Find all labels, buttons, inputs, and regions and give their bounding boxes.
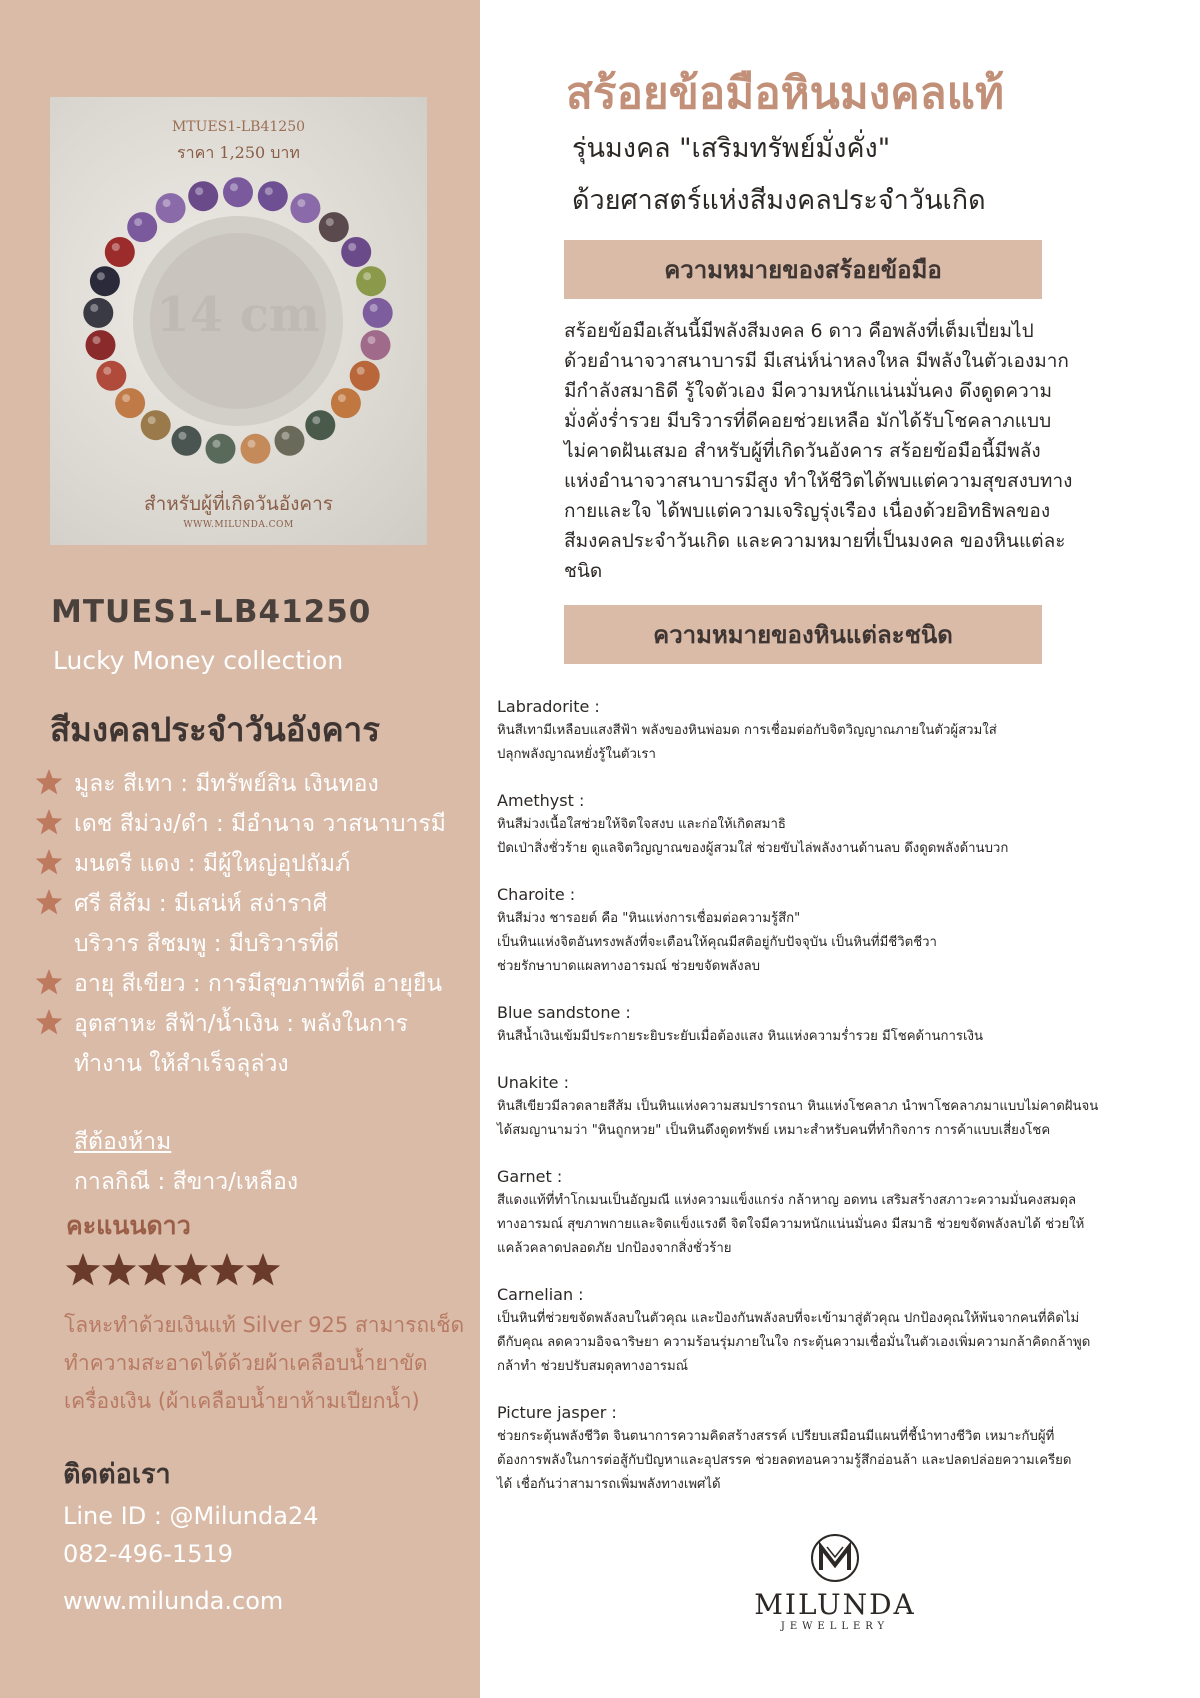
bead (275, 426, 305, 456)
bead (156, 193, 186, 223)
meaning-heading: ความหมายของสร้อยข้อมือ (564, 240, 1042, 299)
stones-list (497, 695, 1157, 1519)
stone-description-line: หินสีม่วงเนื้อใสช่วยให้จิตใจสงบ และก่อให้เกิดสมาธิ (497, 817, 786, 832)
meaning-paragraph (564, 316, 1073, 586)
bead (86, 330, 116, 360)
star-icon (34, 768, 64, 796)
product-photo (50, 97, 427, 545)
stone-entry (497, 695, 1157, 767)
page-subtitle-2: ด้วยศาสตร์แห่งสีมงคลประจำวันเกิด (572, 185, 986, 216)
lucky-color-text: บริวาร สีชมพู : มีบริวารที่ดี (74, 931, 340, 957)
bead (127, 212, 157, 242)
stone-description-line: ได้ เชื่อกันว่าสามารถเพิ่มพลังทางเพศได้ (497, 1477, 721, 1492)
stones-heading: ความหมายของหินแต่ละชนิด (564, 605, 1042, 664)
stone-description-line: เป็นหินแห่งจิตอันทรงพลังที่จะเตือนให้คุณมีสติอยู่กับปัจจุบัน เป็นหินที่มีชีวิตชีวา (497, 935, 937, 950)
brand-sub: JEWELLERY (780, 1621, 890, 1632)
stone-description-line: ได้สมญานามว่า "หินถูกหวย" เป็นหินดึงดูดทรัพย์ เหมาะสำหรับคนที่ทำกิจการ การค้าแบบเสี่ยงโชค (497, 1123, 1051, 1138)
lucky-color-item (34, 762, 474, 802)
bead (115, 388, 145, 418)
photo-caption: สำหรับผู้ที่เกิดวันอังคาร (144, 493, 333, 515)
stone-description-line: ต้องการพลังในการต่อสู้กับปัญหาและอุปสรรค ช่วยลดทอนความรู้สึกอ่อนล้า และปลดปล่อยความเครียด (497, 1453, 1072, 1468)
m-monogram-icon (807, 1532, 863, 1584)
stone-name: Unakite : (497, 1073, 569, 1092)
score-star-icon (246, 1253, 280, 1286)
stone-name: Garnet : (497, 1167, 563, 1186)
bead (96, 361, 126, 391)
lucky-color-item (34, 802, 474, 842)
meaning-line: กายและใจ ได้พบแต่ความเจริญรุ่งเรือง เนื่องด้วยอิทธิพลของ (564, 500, 1051, 522)
star-icon (34, 968, 64, 996)
page-subtitle-1: รุ่นมงคล "เสริมทรัพย์มั่งคั่ง" (572, 133, 891, 164)
bead (105, 237, 135, 267)
stone-name: Picture jasper : (497, 1403, 617, 1422)
meaning-line: สร้อยข้อมือเส้นนี้มีพลังสีมงคล 6 ดาว คือพลังที่เต็มเปี่ยมไป (564, 320, 1034, 342)
photo-website: WWW.MILUNDA.COM (183, 520, 294, 530)
stone-description (497, 1307, 1157, 1379)
bead (172, 426, 202, 456)
score-stars (65, 1250, 285, 1290)
stone-description (497, 1189, 1157, 1261)
bead (290, 193, 320, 223)
svg-text:14 cm: 14 cm (156, 287, 320, 343)
product-collection: Lucky Money collection (53, 646, 344, 675)
bead (350, 361, 380, 391)
lucky-color-item (34, 922, 474, 962)
lucky-color-text: อุตสาหะ สีฟ้า/น้ำเงิน : พลังในการ (74, 1011, 408, 1037)
stone-description (497, 719, 1157, 767)
stone-description-line: ปัดเป่าสิ่งชั่วร้าย ดูแลจิตวิญญาณของผู้สวมใส่ ช่วยขับไล่พลังงานด้านลบ ดึงดูดพลังด้านบวก (497, 841, 1009, 856)
stone-entry (497, 883, 1157, 979)
stone-description-line: สีแดงแท้ที่ทำโกเมนเป็นอัญมณี แห่งความแข็งแกร่ง กล้าหาญ อดทน เสริมสร้างสภาวะความมั่นคงสมดุล (497, 1193, 1077, 1208)
bead (141, 410, 171, 440)
stone-entry (497, 1071, 1157, 1143)
score-star-icon (102, 1253, 136, 1286)
contact-title: ติดต่อเรา (63, 1459, 171, 1490)
stone-description (497, 907, 1157, 979)
stone-description-line: หินสีน้ำเงินเข้มมีประกายระยิบระยับเมื่อต้องแสง หินแห่งความร่ำรวย มีโชคด้านการเงิน (497, 1029, 983, 1044)
bead (305, 410, 335, 440)
lucky-color-item (34, 1042, 474, 1082)
stone-name: Charoite : (497, 885, 576, 904)
lucky-color-text: มูละ สีเทา : มีทรัพย์สิน เงินทอง (74, 771, 379, 797)
bead (258, 181, 288, 211)
lucky-colors-list (34, 762, 474, 1082)
lucky-color-item (34, 882, 474, 922)
lucky-color-text: อายุ สีเขียว : การมีสุขภาพที่ดี อายุยืน (74, 971, 443, 997)
stone-description (497, 1095, 1157, 1143)
forbidden-item: กาลกิณี : สีขาว/เหลือง (74, 1169, 299, 1195)
stone-description-line: ปลุกพลังญาณหยั่งรู้ในตัวเรา (497, 747, 656, 762)
score-star-icon (174, 1253, 208, 1286)
lucky-color-text: ทำงาน ให้สำเร็จลุล่วง (74, 1051, 289, 1077)
bead (341, 237, 371, 267)
bead (83, 298, 113, 328)
meaning-line: ไม่คาดฝันเสมอ สำหรับผู้ที่เกิดวันอังคาร สร้อยข้อมือนี้มีพลัง (564, 440, 1041, 462)
stone-description-line: หินสีเทามีเหลือบแสงสีฟ้า พลังของหินพ่อมด การเชื่อมต่อกับจิตวิญญาณภายในตัวผู้สวมใส่ (497, 723, 997, 738)
star-icon (34, 808, 64, 836)
meaning-line: ชนิด (564, 560, 603, 582)
stone-name: Amethyst : (497, 791, 585, 810)
brand-logo (750, 1532, 920, 1632)
bead (206, 434, 236, 464)
bead (363, 298, 393, 328)
photo-price: ราคา 1,250 บาท (177, 143, 300, 162)
day-heading: สีมงคลประจำวันอังคาร (50, 710, 380, 749)
score-star-icon (138, 1253, 172, 1286)
forbidden-title: สีต้องห้าม (74, 1129, 172, 1155)
stone-description (497, 1425, 1157, 1497)
stone-name: Labradorite : (497, 697, 600, 716)
photo-code: MTUES1-LB41250 (171, 119, 306, 135)
star-icon (34, 1008, 64, 1036)
bead (331, 388, 361, 418)
stone-description-line: ดีกับคุณ ลดความอิจฉาริษยา ความร้อนรุ่มภายในใจ กระตุ้นความเชื่อมั่นในตัวเองเพิ่มความกล้าคิดกล้าพูด (497, 1335, 1091, 1350)
stone-description-line: เป็นหินที่ช่วยขจัดพลังลบในตัวคุณ และป้องกันพลังลบที่จะเข้ามาสู่ตัวคุณ ปกป้องคุณให้พ้นจากคนที่คิดไม่ (497, 1311, 1080, 1326)
stone-description (497, 1025, 1157, 1049)
meaning-line: แห่งอำนาจวาสนาบารมีสูง ทำให้ชีวิตได้พบแต่ความสุขสงบทาง (564, 470, 1073, 492)
lucky-color-text: เดช สีม่วง/ดำ : มีอำนาจ วาสนาบารมี (74, 811, 446, 837)
meaning-line: มีกำลังสมาธิดี รู้ใจตัวเอง มีความหนักแน่นมั่นคง ดึงดูดความ (564, 380, 1052, 402)
meaning-line: ด้วยอำนาจวาสนาบารมี มีเสน่ห์น่าหลงใหล มีพลังในตัวเองมาก (564, 350, 1069, 372)
stone-entry (497, 789, 1157, 861)
stone-description-line: แคล้วคลาดปลอดภัย ปกป้องจากสิ่งชั่วร้าย (497, 1241, 732, 1256)
stone-description (497, 813, 1157, 861)
lucky-color-item (34, 842, 474, 882)
star-icon (34, 848, 64, 876)
brand-name: MILUNDA (754, 1588, 916, 1621)
contact-web: www.milunda.com (63, 1587, 284, 1615)
stone-name: Carnelian : (497, 1285, 584, 1304)
score-star-icon (210, 1253, 244, 1286)
stone-entry (497, 1001, 1157, 1049)
stone-description-line: หินสีเขียวมีลวดลายสีส้ม เป็นหินแห่งความสมปรารถนา หินแห่งโชคลาภ นำพาโชคลาภมาแบบไม่คาดฝันจน (497, 1099, 1099, 1114)
stone-description-line: กล้าทำ ช่วยปรับสมดุลทางอารมณ์ (497, 1359, 688, 1374)
stone-entry (497, 1283, 1157, 1379)
stone-name: Blue sandstone : (497, 1003, 631, 1022)
stone-entry (497, 1401, 1157, 1497)
stone-entry (497, 1165, 1157, 1261)
bead (188, 181, 218, 211)
lucky-color-text: ศรี สีส้ม : มีเสน่ห์ สง่าราศี (74, 891, 328, 917)
contact-line: Line ID : @Milunda24 (63, 1502, 319, 1530)
material-note: โลหะทำด้วยเงินแท้ Silver 925 สามารถเช็ดทำความสะอาดได้ด้วยผ้าเคลือบน้ำยาขัดเครื่องเงิน (ผ้าเคลือบน้ำยาห้ามเปียกน้ำ) (64, 1313, 465, 1413)
product-sku: MTUES1-LB41250 (51, 594, 372, 630)
bead (223, 177, 253, 207)
lucky-color-text: มนตรี แดง : มีผู้ใหญ่อุปถัมภ์ (74, 851, 351, 877)
stone-description-line: ทางอารมณ์ สุขภาพกายและจิตแข็งแรงดี จิตใจมีความหนักแน่นมั่นคง มีสมาธิ ช่วยขจัดพลังลบได้ ช่วยให้ (497, 1217, 1085, 1232)
stone-description-line: ช่วยกระตุ้นพลังชีวิต จินตนาการความคิดสร้างสรรค์ เปรียบเสมือนมีแผนที่ชี้นำทางชีวิต เหมาะกับผู้ที่ (497, 1429, 1055, 1444)
bead (356, 266, 386, 296)
bead (241, 434, 271, 464)
bead (319, 212, 349, 242)
bead (361, 330, 391, 360)
stone-description-line: ช่วยรักษาบาดแผลทางอารมณ์ ช่วยขจัดพลังลบ (497, 959, 761, 974)
stone-description-line: หินสีม่วง ชารอยต์ คือ "หินแห่งการเชื่อมต่อความรู้สึก" (497, 911, 801, 926)
star-icon (34, 888, 64, 916)
lucky-color-item (34, 962, 474, 1002)
bead (90, 266, 120, 296)
score-star-icon (66, 1253, 100, 1286)
score-title: คะแนนดาว (66, 1211, 191, 1240)
left-panel (0, 0, 480, 1698)
page-title: สร้อยข้อมือหินมงคลแท้ (566, 68, 1004, 119)
contact-phone: 082-496-1519 (63, 1540, 234, 1568)
meaning-line: มั่งคั่งร่ำรวย มีบริวารที่ดีคอยช่วยเหลือ มักได้รับโชคลาภแบบ (564, 410, 1052, 432)
lucky-color-item (34, 1002, 474, 1042)
meaning-line: สีมงคลประจำวันเกิด และความหมายที่เป็นมงคล ของหินแต่ละ (564, 530, 1066, 552)
